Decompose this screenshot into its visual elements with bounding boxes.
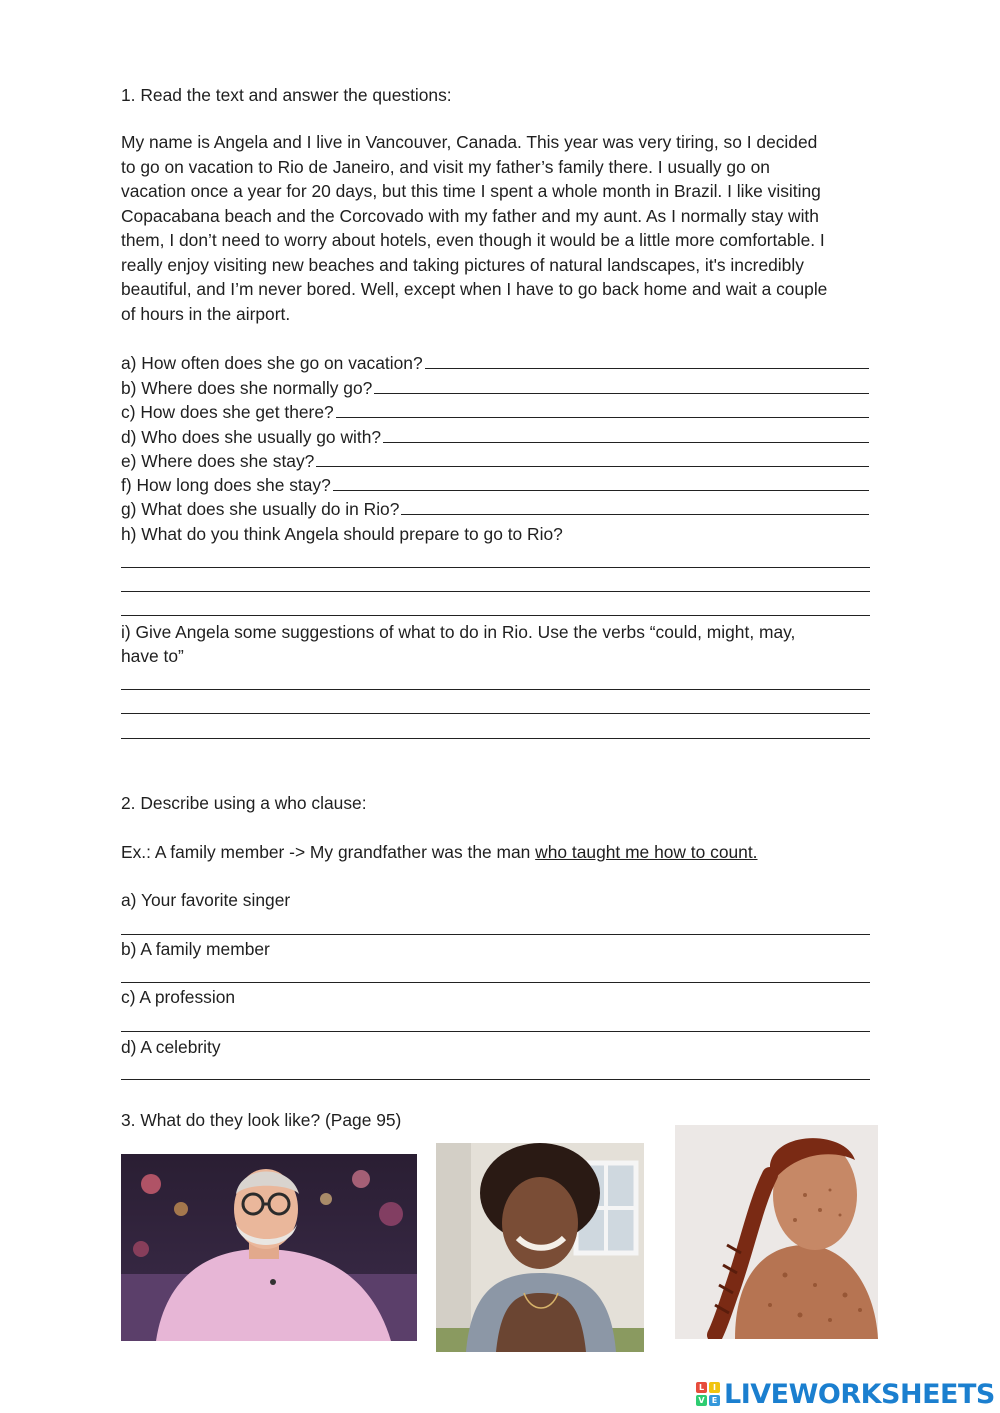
- question-label: g) What does she usually do in Rio?: [121, 499, 400, 519]
- answer-line-i-2[interactable]: [121, 713, 870, 714]
- question-label: f) How long does she stay?: [121, 475, 331, 495]
- question-i-line-2: have to”: [121, 646, 184, 666]
- question-label: e) Where does she stay?: [121, 451, 315, 471]
- answer-line-h-3[interactable]: [121, 615, 870, 616]
- answer-line-h-2[interactable]: [121, 591, 870, 592]
- question-label: d) Who does she usually go with?: [121, 427, 382, 447]
- passage-line: vacation once a year for 20 days, but this time I spent a whole month in Brazil. I like visiting: [121, 181, 821, 201]
- question-i-line-1: i) Give Angela some suggestions of what to do in Rio. Use the verbs “could, might, may,: [121, 622, 796, 642]
- reading-passage: [121, 130, 881, 326]
- section-2-heading: 2. Describe using a who clause:: [121, 793, 367, 813]
- question-label: c) How does she get there?: [121, 402, 334, 422]
- item-d: d) A celebrity: [121, 1037, 221, 1057]
- question-d: [121, 425, 869, 450]
- passage-line: Copacabana beach and the Corcovado with my father and my aunt. As I normally stay with: [121, 205, 819, 226]
- passage-line: really enjoy visiting new beaches and taking pictures of natural landscapes, it's incredibly: [121, 254, 804, 275]
- item-a: a) Your favorite singer: [121, 890, 291, 910]
- section-1-heading: 1. Read the text and answer the questions:: [121, 85, 452, 105]
- logo-text: LIVEWORKSHEETS: [724, 1378, 995, 1410]
- answer-line-h-1[interactable]: [121, 567, 870, 568]
- answer-field-d[interactable]: [383, 425, 869, 443]
- example-prefix: Ex.: A family member -> My grandfather was the man: [121, 842, 536, 862]
- question-f: [121, 473, 869, 498]
- passage-line: My name is Angela and I live in Vancouver, Canada. This year was very tiring, so I decided: [121, 132, 818, 152]
- item-b: b) A family member: [121, 939, 270, 959]
- answer-field-e[interactable]: [316, 449, 869, 467]
- answer-line-2c[interactable]: [121, 1031, 870, 1032]
- question-c: [121, 400, 869, 425]
- answer-field-f[interactable]: [333, 473, 869, 491]
- answer-field-c[interactable]: [336, 400, 869, 418]
- logo-letter: E: [709, 1395, 720, 1406]
- liveworksheets-logo: [696, 1377, 995, 1411]
- answer-line-2d[interactable]: [121, 1079, 870, 1080]
- question-label: b) Where does she normally go?: [121, 378, 373, 398]
- example-sentence: [121, 840, 758, 865]
- answer-line-i-3[interactable]: [121, 738, 870, 739]
- question-a: [121, 351, 869, 376]
- logo-letter: I: [709, 1382, 720, 1393]
- answer-field-b[interactable]: [374, 376, 869, 394]
- question-label: a) How often does she go on vacation?: [121, 353, 423, 373]
- passage-line: beautiful, and I’m never bored. Well, except when I have to go back home and wait a couple: [121, 279, 828, 299]
- item-c: c) A profession: [121, 987, 236, 1007]
- answer-line-2b[interactable]: [121, 982, 870, 983]
- answer-line-2a[interactable]: [121, 934, 870, 935]
- example-answer: who taught me how to count.: [535, 842, 758, 862]
- photo-freckled-woman: [675, 1125, 878, 1339]
- logo-letter: V: [696, 1395, 707, 1406]
- answer-field-g[interactable]: [401, 497, 869, 515]
- question-e: [121, 449, 869, 474]
- answer-line-i-1[interactable]: [121, 689, 870, 690]
- passage-line: to go on vacation to Rio de Janeiro, and visit my father’s family there. I usually go on: [121, 156, 770, 177]
- photo-young-woman: [436, 1143, 644, 1352]
- passage-line: them, I don’t need to worry about hotels, even though it would be a little more comfortable. I: [121, 230, 825, 250]
- question-g: [121, 497, 869, 522]
- answer-field-a[interactable]: [425, 351, 869, 369]
- logo-mark-icon: [696, 1382, 720, 1406]
- question-h: h) What do you think Angela should prepare to go to Rio?: [121, 524, 563, 544]
- photo-older-man: [121, 1154, 417, 1341]
- section-3-heading: 3. What do they look like? (Page 95): [121, 1110, 402, 1130]
- passage-line: of hours in the airport.: [121, 303, 291, 324]
- logo-letter: L: [696, 1382, 707, 1393]
- question-b: [121, 376, 869, 401]
